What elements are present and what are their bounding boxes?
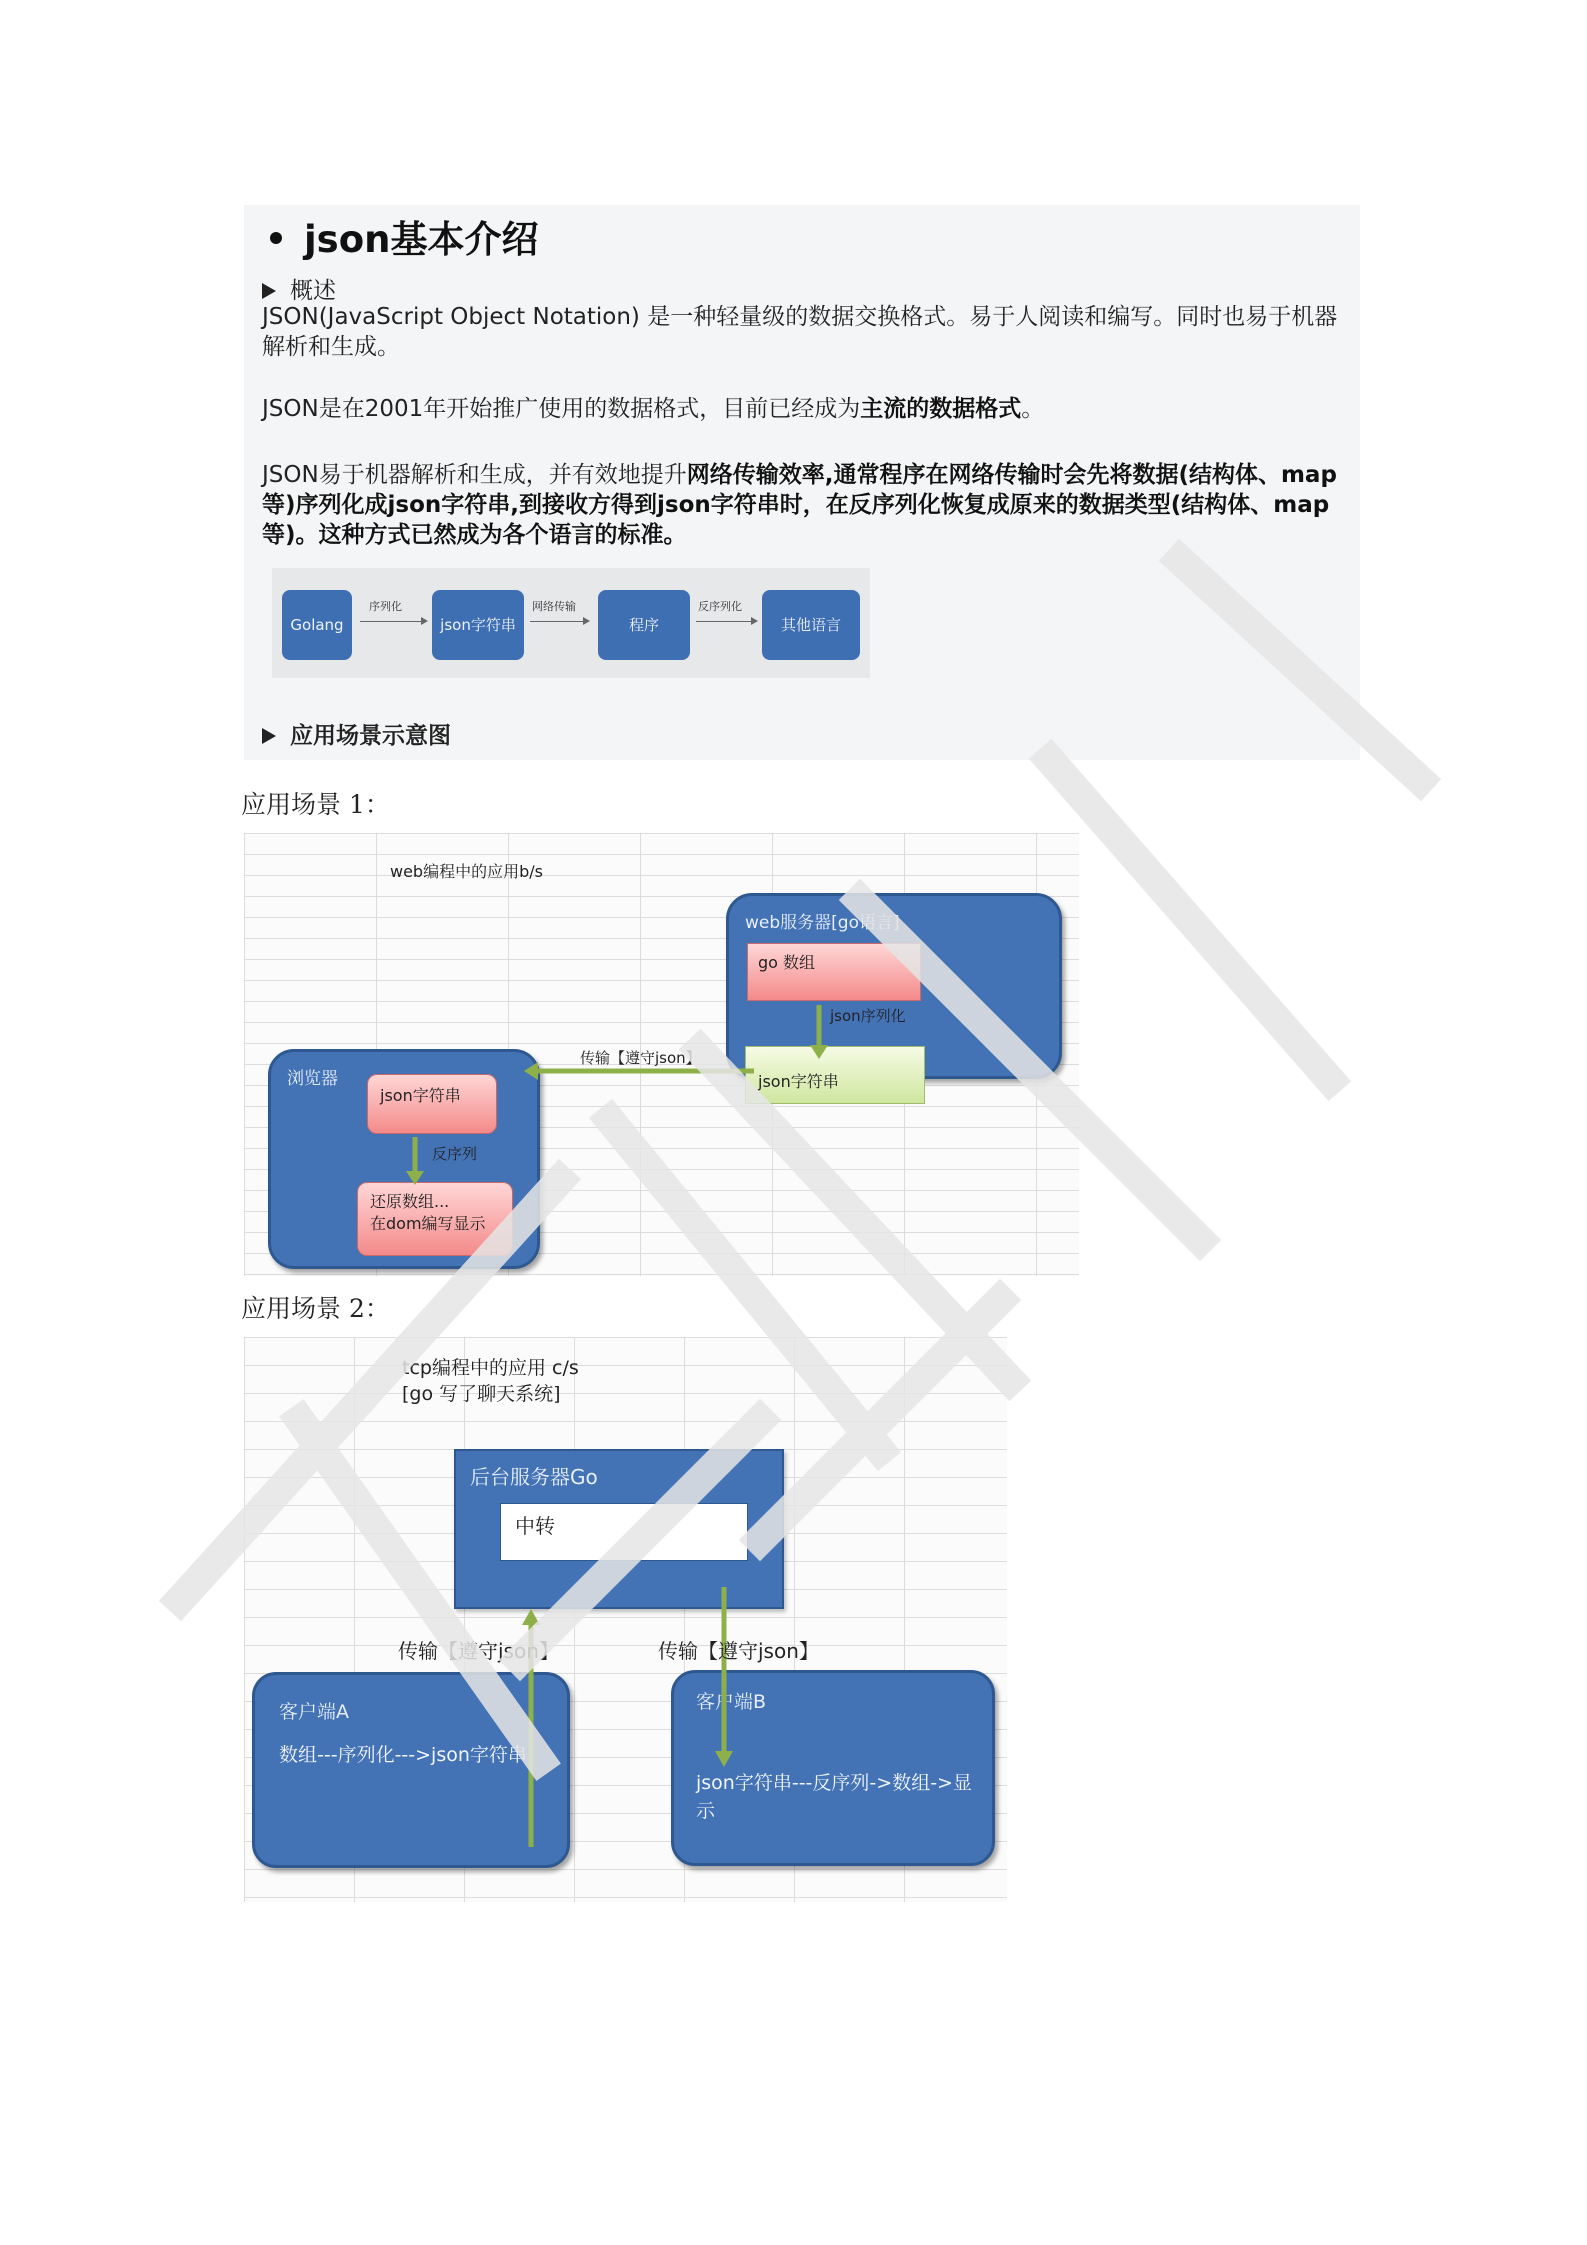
backend-server-title: 后台服务器Go xyxy=(470,1465,598,1489)
go-array-box: go 数组 xyxy=(747,943,921,1001)
intro-paragraph-2 xyxy=(262,394,1342,424)
restore-line-2: 在dom编写显示 xyxy=(370,1214,486,1233)
intro-title xyxy=(256,209,538,263)
client-b-down-arrow-head xyxy=(715,1751,733,1767)
web-server-title: web服务器[go语言] xyxy=(745,913,900,933)
intro-paragraph-3 xyxy=(262,460,1342,550)
scene2-arrows xyxy=(244,1337,1007,1902)
transfer-label: 传输【遵守json】 xyxy=(580,1049,701,1067)
restore-line-1: 还原数组... xyxy=(370,1192,450,1211)
scenario-heading-text: 应用场景示意图 xyxy=(290,723,451,749)
serialization-flow-diagram xyxy=(272,568,870,678)
scene2-caption-line2: [go 写了聊天系统] xyxy=(402,1383,561,1405)
flow-label-serialize: 序列化 xyxy=(369,600,402,613)
client-a-text: 数组---序列化--->json字符串 xyxy=(279,1744,527,1766)
transfer-left-label: 传输【遵守json】 xyxy=(398,1639,559,1663)
server-json-box: json字符串 xyxy=(745,1046,925,1104)
flow-arrow-2 xyxy=(530,621,588,622)
intro-title-text: json基本介绍 xyxy=(304,218,539,261)
flow-label-deserialize: 反序列化 xyxy=(698,600,742,613)
scene2-caption-line1: tcp编程中的应用 c/s xyxy=(402,1357,579,1379)
deserialize-label: 反序列 xyxy=(432,1145,478,1163)
para2-end: 。 xyxy=(1021,396,1045,422)
transfer-arrow-head xyxy=(524,1062,538,1080)
client-b-text: json字符串---反序列->数组->显示 xyxy=(696,1772,972,1822)
para2-plain: JSON是在2001年开始推广使用的数据格式，目前已经成为 xyxy=(262,396,861,422)
deserialize-arrow-head xyxy=(406,1171,424,1185)
browser-title: 浏览器 xyxy=(287,1069,338,1089)
para2-bold: 主流的数据格式 xyxy=(860,396,1022,422)
flow-arrow-3 xyxy=(696,621,756,622)
flow-label-network: 网络传输 xyxy=(532,600,576,613)
intro-paragraph-1: JSON(JavaScript Object Notation) 是一种轻量级的数据交换格式。易于人阅读和编写。同时也易于机器解析和生成。 xyxy=(262,304,1338,360)
arrow-bullet-icon xyxy=(262,283,276,299)
scene1-label: 应用场景 1： xyxy=(241,790,390,819)
relay-text: 中转 xyxy=(515,1514,555,1538)
serialize-label: json序列化 xyxy=(830,1007,906,1025)
scene2-label: 应用场景 2： xyxy=(241,1294,390,1323)
overview-heading-text: 概述 xyxy=(290,278,336,304)
bullet-icon xyxy=(270,232,282,244)
para3-plain: JSON易于机器解析和生成，并有效地提升 xyxy=(262,462,687,488)
transfer-right-label: 传输【遵守json】 xyxy=(658,1639,819,1663)
flow-box-golang: Golang xyxy=(282,590,352,660)
browser-json-box: json字符串 xyxy=(367,1074,497,1134)
client-b-title: 客户端B xyxy=(696,1691,767,1713)
client-a-title: 客户端A xyxy=(279,1701,349,1723)
flow-box-program: 程序 xyxy=(598,590,690,660)
flow-arrow-1 xyxy=(360,621,426,622)
scene2-diagram xyxy=(244,1337,1007,1902)
overview-heading xyxy=(262,272,336,305)
intro-screenshot xyxy=(244,205,1360,760)
serialize-arrow-head xyxy=(810,1045,828,1059)
scene1-diagram xyxy=(244,833,1079,1276)
arrow-bullet-icon xyxy=(262,728,276,744)
para3-bold: 网络传输效率,通常程序在网络传输时会先将数据(结构体、map等)序列化成json字符串,到接收方得到json字符串时，在反序列化恢复成原来的数据类型(结构体、map等)。这种方式已然成为各个语言的标准。 xyxy=(262,462,1337,548)
client-a-up-arrow-head xyxy=(522,1609,540,1625)
scenario-heading xyxy=(262,717,451,750)
flow-box-other-lang: 其他语言 xyxy=(762,590,860,660)
scene1-caption: web编程中的应用b/s xyxy=(390,862,543,881)
flow-box-json: json字符串 xyxy=(432,590,524,660)
